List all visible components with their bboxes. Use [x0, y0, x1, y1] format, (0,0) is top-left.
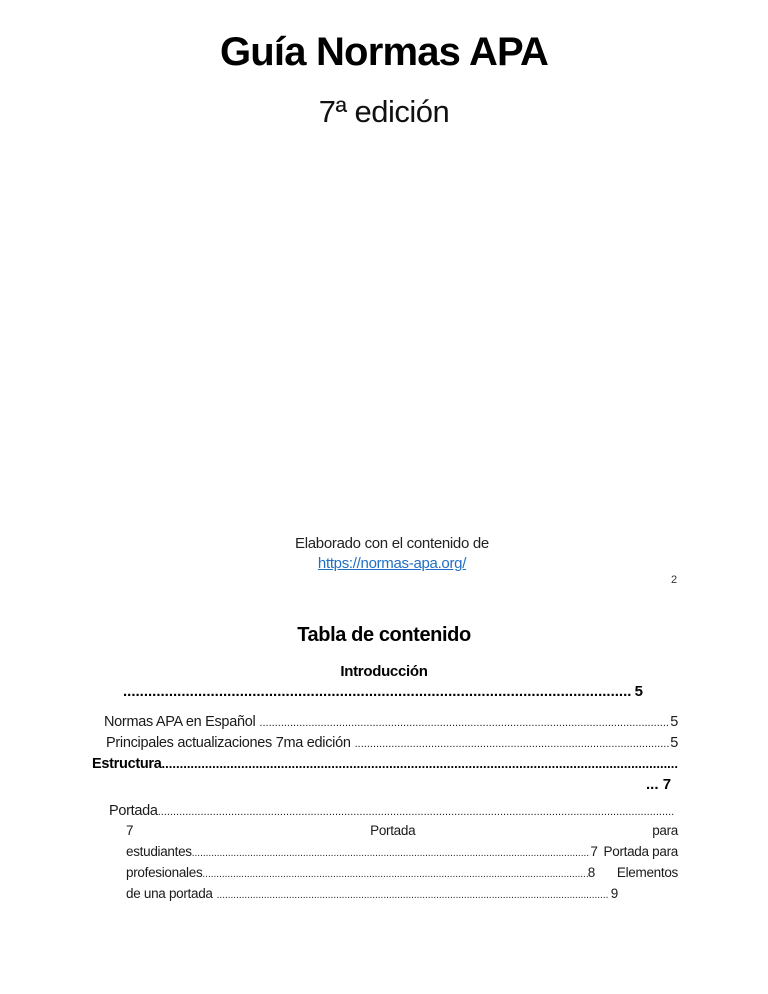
- toc-page-number: 5: [670, 714, 678, 730]
- toc-entry-principales-actualizaciones[interactable]: [106, 735, 678, 751]
- toc-entry-normas-apa-espanol[interactable]: [104, 714, 678, 730]
- toc-entry-introduccion-label[interactable]: Introducción: [340, 663, 428, 680]
- toc-page-number: 5: [670, 735, 678, 751]
- credit-text: Elaborado con el contenido de: [295, 535, 489, 552]
- toc-title: Tabla de contenido: [297, 624, 471, 646]
- toc-page-number: 7: [662, 776, 672, 793]
- toc-wrapped-row[interactable]: [126, 886, 618, 907]
- toc-entry-label: Estructura: [92, 756, 162, 772]
- toc-wrapped-row[interactable]: [126, 865, 678, 886]
- toc-entry-portada[interactable]: [109, 803, 674, 819]
- toc-entry-label: estudiantes: [126, 844, 192, 859]
- toc-page-number: 7: [590, 844, 598, 859]
- credit-link-wrapper: [0, 555, 768, 572]
- toc-page-number: 5: [634, 683, 643, 700]
- toc-entry-estructura[interactable]: [92, 756, 678, 772]
- dot-leader: [158, 806, 674, 818]
- dot-leader: [162, 756, 678, 771]
- dot-leader: [192, 848, 591, 859]
- toc-entry-label: Portada para: [603, 844, 678, 859]
- toc-entry-introduccion-leader[interactable]: [123, 683, 643, 700]
- toc-entry-label: Normas APA en Español: [104, 714, 256, 730]
- toc-page-number: 7: [126, 823, 134, 838]
- toc-page-number: 8: [587, 865, 595, 880]
- page-number: 2: [671, 574, 678, 586]
- toc-wrapped-row[interactable]: [126, 844, 678, 865]
- toc-entry-estructura-page: [646, 776, 671, 793]
- dot-leader: [217, 890, 608, 901]
- toc-page-number: 9: [610, 886, 618, 901]
- dot-leader: [355, 738, 671, 750]
- document-title: Guía Normas APA: [219, 30, 549, 74]
- toc-entry-label: Principales actualizaciones 7ma edición: [106, 735, 351, 751]
- toc-entry-label: Portada: [370, 823, 416, 838]
- dot-leader: [202, 869, 587, 880]
- toc-entry-label: de una portada: [126, 886, 213, 901]
- dot-leader: [259, 717, 670, 729]
- toc-entry-label: Elementos: [616, 865, 678, 880]
- toc-wrapped-subentries: [126, 823, 678, 907]
- toc-entry-label: Portada: [109, 803, 158, 819]
- toc-wrapped-row[interactable]: [126, 823, 678, 844]
- dot-leader: [123, 683, 631, 700]
- toc-entry-label: para: [652, 823, 679, 838]
- document-subtitle: 7ª edición: [318, 94, 450, 129]
- dot-leader-tail: ...: [646, 776, 659, 793]
- toc-entry-label: profesionales: [126, 865, 203, 880]
- credit-link[interactable]: https://normas-apa.org/: [317, 555, 467, 572]
